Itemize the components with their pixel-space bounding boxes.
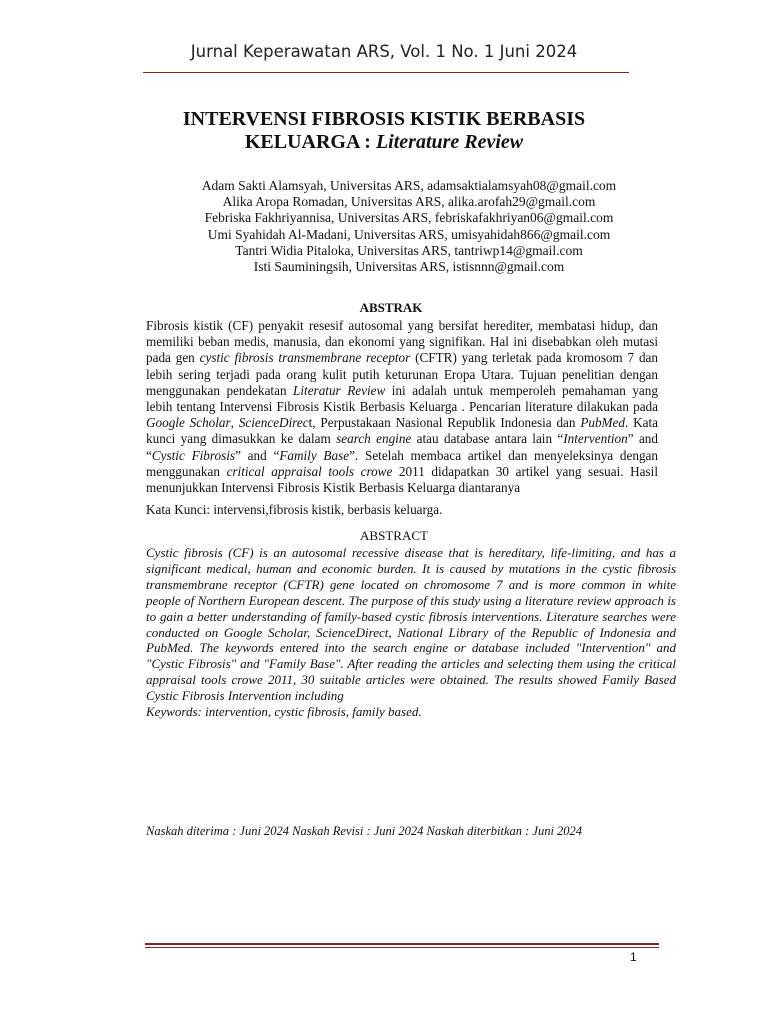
abstrak-italic: Cystic Fibrosis [151, 447, 236, 463]
title-line-1: INTERVENSI FIBROSIS KISTIK BERBASIS [182, 108, 586, 130]
journal-header: Jurnal Keperawatan ARS, Vol. 1 No. 1 Juni 2024 [190, 42, 578, 61]
abstrak-text: ”. Setelah membaca artikel dan menyeleksinya dengan menggunakan [146, 447, 658, 479]
abstrak-keywords: Kata Kunci: intervensi,fibrosis kistik, berbasis keluarga. [146, 502, 443, 517]
abstrak-italic: search engine [336, 431, 412, 447]
abstrak-text: atau database antara lain “ [411, 431, 564, 447]
header-rule [143, 72, 629, 73]
abstrak-italic: Google Scholar [146, 415, 231, 431]
abstract-keywords: Keywords: intervention, cystic fibrosis, family based. [146, 704, 422, 720]
abstrak-italic: Literatur Review [293, 382, 386, 398]
abstrak-text: 2011 didapatkan 30 artikel yang sesuai. Hasil menunjukkan Intervensi Fibrosis Kistik Berbasis Keluarga diantaranya [146, 463, 658, 496]
title-main: KELUARGA : [244, 131, 376, 153]
abstract-body [146, 545, 676, 720]
abstrak-italic: ScienceDirec [238, 415, 309, 431]
footer-rule [145, 943, 659, 945]
abstrak-heading: ABSTRAK [359, 300, 423, 315]
abstrak-text: (CFTR) yang terletak pada kromosom 7 dan lebih sering terjadi pada orang kulit putih keturunan Eropa Utara. Tujuan penelitian dengan menggunakan pendekatan [146, 350, 659, 398]
abstrak-italic: Intervention [563, 431, 628, 447]
abstrak-italic: cystic fibrosis transmembrane receptor [199, 350, 411, 366]
footer-rule-thin [145, 947, 659, 948]
abstrak-text: t, Perpustakaan Nasional Republik Indonesia dan [308, 415, 581, 431]
abstrak-italic: PubMed [580, 415, 625, 431]
abstrak-text: ini adalah untuk memperoleh pemahaman yang lebih tentang Intervensi Fibrosis Kistik Berbasis Keluarga . Pencarian literature dilakukan pada [146, 382, 658, 415]
author-list [0, 178, 768, 275]
abstrak-italic: Family Base [279, 447, 350, 463]
author-line: Tantri Widia Pitaloka, Universitas ARS, tantriwp14@gmail.com [235, 242, 583, 258]
paper-title [0, 108, 768, 154]
author-line: Umi Syahidah Al-Madani, Universitas ARS, umisyahidah866@gmail.com [207, 226, 611, 242]
abstract-paragraph: Cystic fibrosis (CF) is an autosomal recessive disease that is hereditary, life-limiting, and has a significant medical, human and economic burden. It is caused by mutations in the cystic fibrosis transmembrane receptor (CFTR) gene located on chromosome 7 and is more common in white people of Northern European descent. The purpose of this study using a literature review approach is to gain a better understanding of family-based cystic fibrosis interventions. Literature searches were conducted on Google Scholar, ScienceDirect, National Library of the Republic of Indonesia and PubMed. The keywords entered into the search engine or database included "Intervention" and "Cystic Fibrosis" and "Family Base". After reading the articles and selecting them using the critical appraisal tools crowe 2011, 30 suitable articles were obtained. The results showed Family Based Cystic Fibrosis Intervention including [146, 545, 676, 704]
abstrak-italic: critical appraisal tools crowe [226, 463, 393, 479]
abstrak-text: , [230, 415, 239, 431]
title-subtitle: Literature Review [375, 131, 524, 153]
abstrak-text: ” and “ [146, 431, 658, 463]
abstrak-body [146, 318, 658, 496]
author-line: Alika Aropa Romadan, Universitas ARS, alika.arofah29@gmail.com [222, 194, 596, 210]
abstrak-text: . Kata kunci yang dimasukkan ke dalam [146, 415, 659, 447]
page-number: 1 [630, 950, 637, 964]
author-line: Isti Sauminingsih, Universitas ARS, istisnnn@gmail.com [253, 259, 565, 275]
abstrak-text: Fibrosis kistik (CF) penyakit resesif autosomal yang bersifat herediter, membatasi hidup, dan memiliki beban medis, manusia, dan ekonomi yang signifikan. Hal ini disebabkan oleh mutasi pada gen [146, 318, 658, 366]
abstrak-text: ” and “ [235, 447, 280, 463]
author-line: Febriska Fakhriyannisa, Universitas ARS, febriskafakhriyan06@gmail.com [204, 210, 614, 226]
manuscript-dates: Naskah diterima : Juni 2024 Naskah Revisi : Juni 2024 Naskah diterbitkan : Juni 2024 [146, 824, 583, 838]
abstract-heading: ABSTRACT [360, 528, 428, 543]
abstrak-paragraph [146, 318, 658, 496]
author-line: Adam Sakti Alamsyah, Universitas ARS, adamsaktialamsyah08@gmail.com [201, 178, 617, 193]
title-line-2 [0, 131, 768, 154]
